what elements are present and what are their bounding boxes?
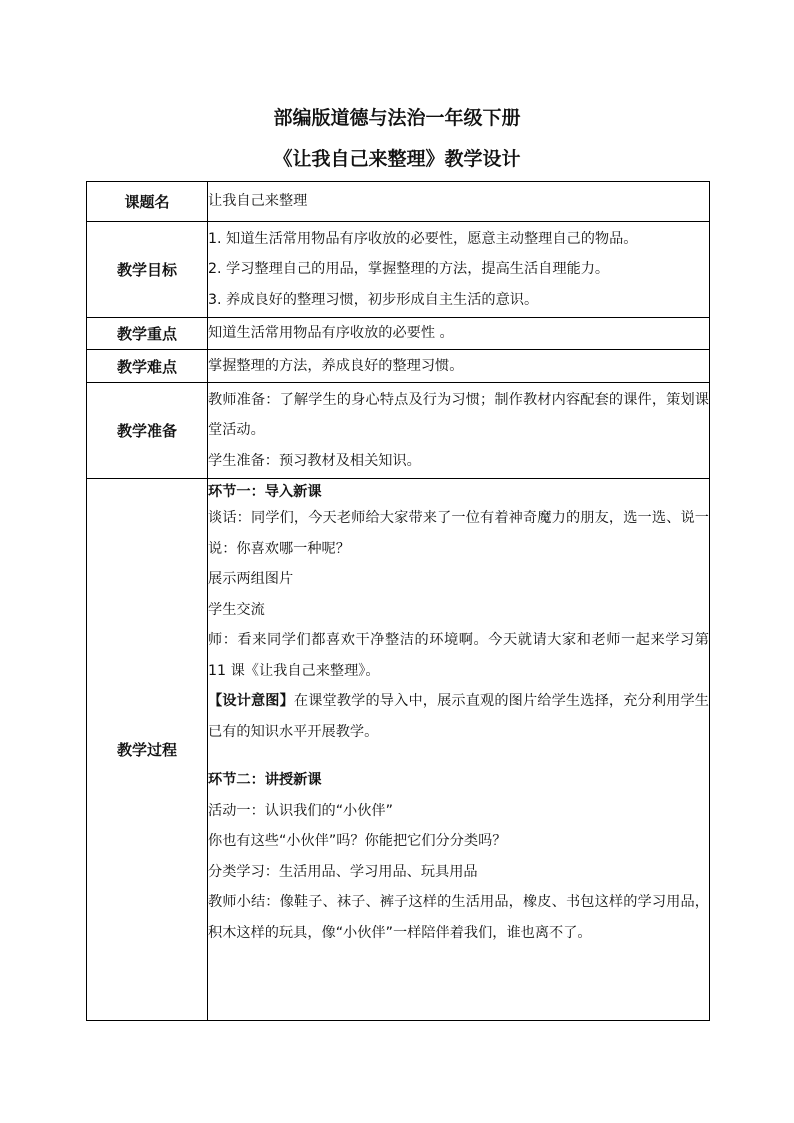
section2-classify: 分类学习：生活用品、学习用品、玩具用品 <box>208 863 478 880</box>
goal-item: 3. 养成良好的整理习惯，初步形成自主生活的意识。 <box>208 291 539 308</box>
section2-summary: 教师小结：像鞋子、袜子、裤子这样的生活用品，橡皮、书包这样的学习用品，积木这样的玩具，像“小伙伴”一样陪伴着我们，谁也离不了。 <box>208 894 709 941</box>
row-topic <box>87 182 710 222</box>
difficulty-label: 教学难点 <box>87 350 208 383</box>
spacer <box>208 747 709 765</box>
goal-item: 2. 学习整理自己的用品，掌握整理的方法，提高生活自理能力。 <box>208 261 610 278</box>
teacher-preparation: 教师准备：了解学生的身心特点及行为习惯；制作教材内容配套的课件，策划课堂活动。 <box>208 391 709 439</box>
key-point-label: 教学重点 <box>87 318 208 350</box>
section1-exchange: 学生交流 <box>208 601 265 618</box>
difficulty-value: 掌握整理的方法，养成良好的整理习惯。 <box>208 350 710 383</box>
goals-content <box>208 222 710 318</box>
section1-talk: 谈话：同学们，今天老师给大家带来了一位有着神奇魔力的朋友，选一选、说一说：你喜欢哪一种呢？ <box>208 510 709 557</box>
key-point-value: 知道生活常用物品有序收放的必要性 。 <box>208 318 710 350</box>
document-subtitle: 《让我自己来整理》教学设计 <box>273 148 521 170</box>
process-label: 教学过程 <box>87 479 208 1021</box>
row-process <box>87 479 710 1021</box>
topic-label: 课题名 <box>87 182 208 222</box>
section1-show: 展示两组图片 <box>208 571 294 587</box>
goals-label: 教学目标 <box>87 222 208 318</box>
row-goals <box>87 222 710 318</box>
section1-teacher: 师：看来同学们都喜欢干净整洁的环境啊。今天就请大家和老师一起来学习第 11 课《让我自己来整理》。 <box>208 632 709 679</box>
section2-question: 你也有这些“小伙伴”吗？你能把它们分分类吗？ <box>208 833 507 849</box>
preparation-label: 教学准备 <box>87 383 208 479</box>
process-content <box>208 479 710 1021</box>
row-difficulty <box>87 350 710 383</box>
lesson-plan-table <box>86 181 710 1021</box>
preparation-content <box>208 383 710 479</box>
section2-activity: 活动一：认识我们的“小伙伴” <box>208 802 393 819</box>
row-key-point <box>87 318 710 350</box>
design-intent-label: 【设计意图】 <box>208 693 294 709</box>
document-title: 部编版道德与法治一年级下册 <box>273 107 521 129</box>
student-preparation: 学生准备：预习教材及相关知识。 <box>208 452 421 469</box>
row-preparation <box>87 383 710 479</box>
section1-heading: 环节一：导入新课 <box>208 484 322 500</box>
section1-design-intent <box>208 686 709 747</box>
goal-item: 1. 知道生活常用物品有序收放的必要性，愿意主动整理自己的物品。 <box>208 230 638 247</box>
section2-heading: 环节二：讲授新课 <box>208 772 322 788</box>
topic-value: 让我自己来整理 <box>208 182 710 222</box>
design-intent-text: 在课堂教学的导入中，展示直观的图片给学生选择，充分利用学生已有的知识水平开展教学。 <box>208 693 709 740</box>
